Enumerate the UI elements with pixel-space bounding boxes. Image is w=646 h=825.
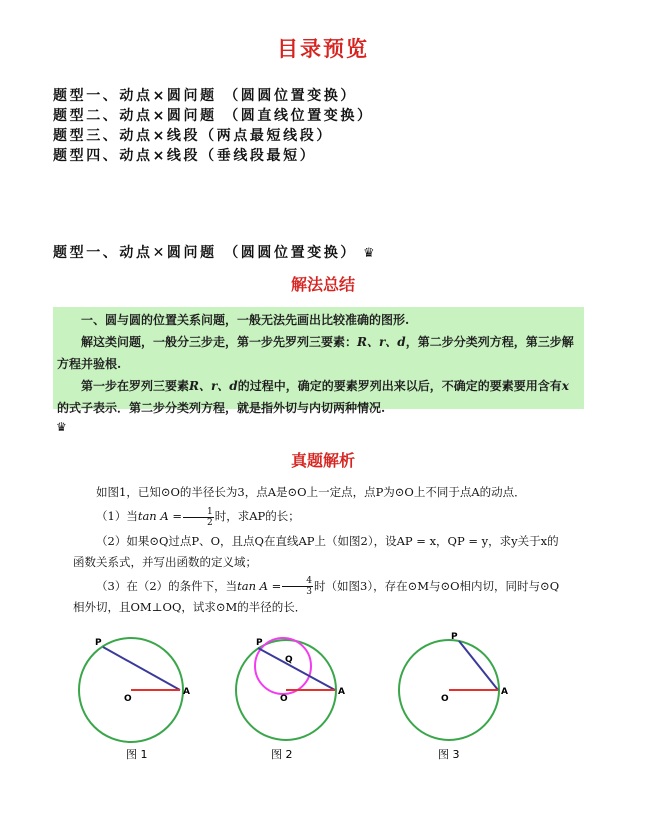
question-3: （3）在（2）的条件下，当tan A = $\frac{4}{3}$ 时（如图3），存在⊙M与⊙O相内切，同时与⊙Q相外切，且OM⊥OQ，试求⊙M的半径的长． xyxy=(73,576,560,614)
toc-item-2[interactable]: 题型二、动点×圆问题 （圆直线位置变换） xyxy=(53,108,374,124)
fraction-1-2: $\frac{1}{2}$ xyxy=(183,507,214,528)
section-heading-text: 题型一、动点✕圆问题 （圆圆位置变换） xyxy=(53,245,358,261)
toc-item-1[interactable]: 题型一、动点×圆问题 （圆圆位置变换） xyxy=(53,88,358,104)
crown-icon: ♛ xyxy=(56,420,67,434)
fraction-4-3: $\frac{4}{3}$ xyxy=(282,576,313,597)
question-2: （2）如果⊙Q过点P、O，且点Q在直线AP上（如图2），设AP = x，QP = y，求y关于x的函数关系式，并写出函数的定义域； xyxy=(73,533,559,569)
chord-ap xyxy=(258,648,335,690)
page-title: 目录预览 xyxy=(277,37,369,61)
label-o: O xyxy=(280,694,288,704)
label-p: P xyxy=(451,632,458,642)
table-of-contents xyxy=(53,86,374,166)
figure-1-caption: 图 1 xyxy=(126,748,148,761)
label-p: P xyxy=(95,638,102,648)
problem-text xyxy=(73,482,567,621)
label-a: A xyxy=(338,687,345,697)
summary-box xyxy=(53,307,584,415)
label-o: O xyxy=(124,694,132,704)
problem-intro: 如图1，已知⊙O的半径长为3，点A是⊙O上一定点，点P为⊙O上不同于点A的动点． xyxy=(96,485,526,499)
summary-paragraph-1: 一、圆与圆的位置关系问题，一般无法先画出比较准确的图形. xyxy=(81,313,410,327)
question-1: （1）当tan A = $\frac{1}{2}$ 时，求AP的长； xyxy=(96,506,300,528)
label-q: Q xyxy=(285,655,293,665)
figure-3-caption: 图 3 xyxy=(438,748,460,761)
summary-paragraph-3: 第一步在罗列三要素R、r、d的过程中，确定的要素罗列出来以后，不确定的要素要用含有x的式子表示．第二步分类列方程，就是指外切与内切两种情况. xyxy=(57,379,569,415)
figure-1 xyxy=(79,638,190,761)
figure-2-caption: 图 2 xyxy=(271,748,293,761)
toc-item-3[interactable]: 题型三、动点×线段（两点最短线段） xyxy=(53,128,333,144)
circle-q xyxy=(255,638,311,694)
crown-icon: ♛ xyxy=(363,246,378,261)
figures xyxy=(0,630,646,780)
toc-item-4[interactable]: 题型四、动点×线段（垂线段最短） xyxy=(53,148,317,164)
section-heading xyxy=(53,242,377,262)
exam-heading: 真题解析 xyxy=(290,451,355,470)
label-p: P xyxy=(256,638,263,648)
figure-3 xyxy=(399,632,508,761)
label-o: O xyxy=(441,694,449,704)
summary-heading: 解法总结 xyxy=(290,275,355,294)
figure-2 xyxy=(236,638,345,761)
label-a: A xyxy=(501,687,508,697)
summary-paragraph-2: 解这类问题，一般分三步走，第一步先罗列三要素：R、r、d，第二步分类列方程，第三步解方程并验根. xyxy=(57,335,574,371)
label-a: A xyxy=(183,687,190,697)
